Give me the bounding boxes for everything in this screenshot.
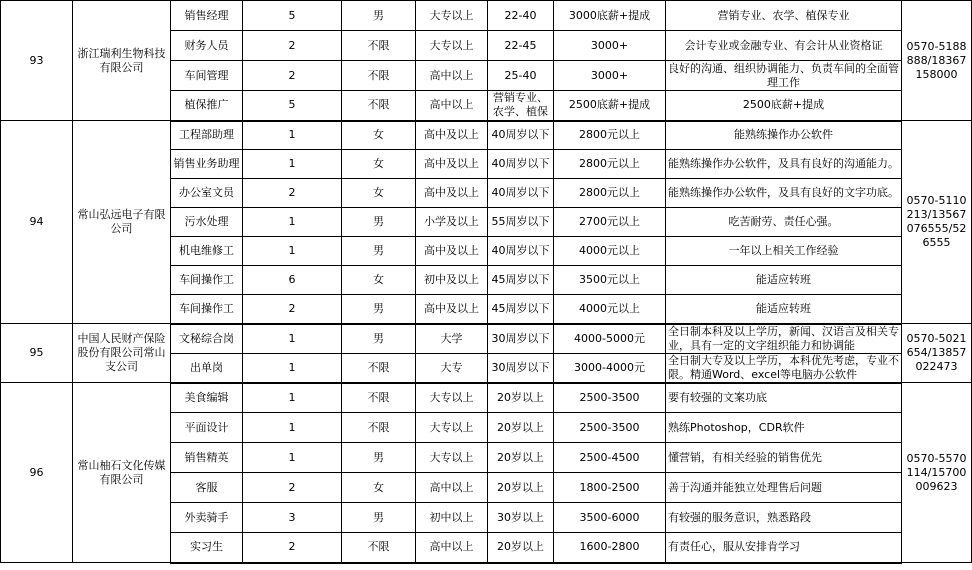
job-salary: 3000-4000元 — [554, 353, 666, 383]
job-age: 45周岁以下 — [488, 266, 554, 295]
job-age: 40周岁以下 — [488, 179, 554, 208]
job-count: 1 — [243, 208, 342, 237]
job-position: 办公室文员 — [171, 179, 243, 208]
job-requirement: 能熟练操作办公软件，及具有良好的沟通能力。 — [666, 150, 902, 179]
job-gender: 女 — [342, 121, 416, 150]
job-requirement: 全日制大专及以上学历，本科优先考虑，专业不限。精通Word、excel等电脑办公软件 — [666, 353, 902, 383]
job-count: 2 — [243, 31, 342, 61]
job-salary: 4000元以上 — [554, 295, 666, 324]
job-age: 30岁以上 — [488, 503, 554, 533]
job-requirement: 营销专业、农学、植保专业 — [666, 1, 902, 31]
job-age: 20岁以上 — [488, 443, 554, 473]
job-education: 高中及以上 — [416, 121, 488, 150]
job-requirement: 要有较强的文案功底 — [666, 383, 902, 413]
job-education: 初中及以上 — [416, 266, 488, 295]
job-count: 1 — [243, 353, 342, 383]
job-count: 1 — [243, 443, 342, 473]
job-education: 大专 — [416, 353, 488, 383]
job-count: 1 — [243, 413, 342, 443]
job-position: 实习生 — [171, 533, 243, 563]
job-age: 40周岁以下 — [488, 237, 554, 266]
job-education: 大专以上 — [416, 443, 488, 473]
job-age: 20岁以上 — [488, 473, 554, 503]
job-position: 外卖骑手 — [171, 503, 243, 533]
job-gender: 不限 — [342, 413, 416, 443]
job-age: 25-40 — [488, 61, 554, 91]
company-contact: 0570-5110213/13567076555/526555 — [902, 121, 972, 324]
job-salary: 2800元以上 — [554, 150, 666, 179]
company-name: 浙江瑞利生物科技有限公司 — [73, 1, 171, 121]
job-count: 1 — [243, 324, 342, 354]
job-education: 大专以上 — [416, 1, 488, 31]
job-position: 污水处理 — [171, 208, 243, 237]
job-requirement: 能适应转班 — [666, 295, 902, 324]
job-gender: 男 — [342, 295, 416, 324]
job-education: 初中以上 — [416, 503, 488, 533]
job-education: 高中及以上 — [416, 237, 488, 266]
table-body — [1, 1, 972, 563]
job-count: 2 — [243, 179, 342, 208]
job-salary: 2500-3500 — [554, 413, 666, 443]
job-gender: 男 — [342, 237, 416, 266]
table-row — [1, 1, 972, 31]
job-count: 6 — [243, 266, 342, 295]
job-gender: 女 — [342, 266, 416, 295]
company-number: 94 — [1, 121, 73, 324]
job-position: 车间操作工 — [171, 295, 243, 324]
job-count: 1 — [243, 121, 342, 150]
job-position: 销售精英 — [171, 443, 243, 473]
job-gender: 不限 — [342, 353, 416, 383]
job-position: 机电维修工 — [171, 237, 243, 266]
job-count: 1 — [243, 150, 342, 179]
job-salary: 1800-2500 — [554, 473, 666, 503]
job-salary: 2500-4500 — [554, 443, 666, 473]
job-gender: 男 — [342, 1, 416, 31]
job-requirement: 2500底薪+提成 — [666, 91, 902, 121]
job-requirement: 熟练Photoshop，CDR软件 — [666, 413, 902, 443]
job-salary: 2500底薪+提成 — [554, 91, 666, 121]
job-age: 40周岁以下 — [488, 150, 554, 179]
company-name: 常山弘远电子有限公司 — [73, 121, 171, 324]
job-education: 高中以上 — [416, 473, 488, 503]
job-education: 高中及以上 — [416, 179, 488, 208]
job-salary: 4000元以上 — [554, 237, 666, 266]
job-education: 高中及以上 — [416, 295, 488, 324]
job-salary: 2800元以上 — [554, 179, 666, 208]
job-position: 出单岗 — [171, 353, 243, 383]
company-name: 常山柚石文化传媒有限公司 — [73, 383, 171, 563]
job-requirement: 能熟练操作办公软件 — [666, 121, 902, 150]
job-position: 车间管理 — [171, 61, 243, 91]
job-education: 高中及以上 — [416, 150, 488, 179]
table-row — [1, 383, 972, 413]
job-gender: 不限 — [342, 61, 416, 91]
job-age: 55周岁以下 — [488, 208, 554, 237]
table-row — [1, 324, 972, 354]
job-position: 车间操作工 — [171, 266, 243, 295]
job-education: 大学 — [416, 324, 488, 354]
job-position: 财务人员 — [171, 31, 243, 61]
job-salary: 3500-6000 — [554, 503, 666, 533]
job-gender: 男 — [342, 443, 416, 473]
job-age: 40周岁以下 — [488, 121, 554, 150]
job-position: 美食编辑 — [171, 383, 243, 413]
job-count: 2 — [243, 473, 342, 503]
company-number: 96 — [1, 383, 73, 563]
job-requirement: 能适应转班 — [666, 266, 902, 295]
job-position: 销售经理 — [171, 1, 243, 31]
company-contact: 0570-5021654/13857022473 — [902, 324, 972, 383]
table-row — [1, 121, 972, 150]
job-gender: 男 — [342, 324, 416, 354]
job-position: 客服 — [171, 473, 243, 503]
job-gender: 男 — [342, 208, 416, 237]
job-education: 小学及以上 — [416, 208, 488, 237]
job-age: 22-40 — [488, 1, 554, 31]
job-position: 工程部助理 — [171, 121, 243, 150]
job-requirement: 懂营销，有相关经验的销售优先 — [666, 443, 902, 473]
job-requirement: 良好的沟通、组织协调能力、负责车间的全面管理工作 — [666, 61, 902, 91]
job-count: 2 — [243, 533, 342, 563]
job-salary: 2500-3500 — [554, 383, 666, 413]
job-salary: 3000+ — [554, 61, 666, 91]
company-contact: 0570-5570114/15700009623 — [902, 383, 972, 563]
job-position: 植保推广 — [171, 91, 243, 121]
job-gender: 不限 — [342, 31, 416, 61]
job-requirement: 善于沟通并能独立处理售后问题 — [666, 473, 902, 503]
job-count: 1 — [243, 383, 342, 413]
job-education: 高中以上 — [416, 61, 488, 91]
job-salary: 3000底薪+提成 — [554, 1, 666, 31]
job-requirement: 全日制本科及以上学历，新闻、汉语言及相关专业，具有一定的文字组织能力和协调能 — [666, 324, 902, 354]
job-education: 大专以上 — [416, 31, 488, 61]
job-age: 营销专业、农学、植保 — [488, 91, 554, 121]
job-count: 1 — [243, 237, 342, 266]
job-count: 5 — [243, 91, 342, 121]
job-age: 20岁以上 — [488, 533, 554, 563]
job-education: 高中以上 — [416, 533, 488, 563]
job-education: 大专以上 — [416, 383, 488, 413]
job-age: 45周岁以下 — [488, 295, 554, 324]
job-gender: 不限 — [342, 91, 416, 121]
job-gender: 女 — [342, 473, 416, 503]
job-gender: 不限 — [342, 383, 416, 413]
job-salary: 2700元以上 — [554, 208, 666, 237]
job-salary: 3000+ — [554, 31, 666, 61]
job-education: 高中以上 — [416, 91, 488, 121]
job-requirement: 一年以上相关工作经验 — [666, 237, 902, 266]
job-age: 30周岁以下 — [488, 324, 554, 354]
job-position: 平面设计 — [171, 413, 243, 443]
job-requirement: 有责任心，服从安排肯学习 — [666, 533, 902, 563]
company-number: 95 — [1, 324, 73, 383]
job-count: 2 — [243, 295, 342, 324]
job-age: 22-45 — [488, 31, 554, 61]
job-age: 20岁以上 — [488, 413, 554, 443]
job-age: 30周岁以下 — [488, 353, 554, 383]
job-requirement: 能熟练操作办公软件，及具有良好的文字功底。 — [666, 179, 902, 208]
job-salary: 2800元以上 — [554, 121, 666, 150]
job-gender: 女 — [342, 179, 416, 208]
job-requirement: 有较强的服务意识，熟悉路段 — [666, 503, 902, 533]
company-name: 中国人民财产保险股份有限公司常山支公司 — [73, 324, 171, 383]
job-gender: 女 — [342, 150, 416, 179]
job-education: 大专以上 — [416, 413, 488, 443]
job-gender: 不限 — [342, 533, 416, 563]
job-salary: 1600-2800 — [554, 533, 666, 563]
job-requirement: 会计专业或金融专业、有会计从业资格证 — [666, 31, 902, 61]
job-count: 2 — [243, 61, 342, 91]
job-position: 文秘综合岗 — [171, 324, 243, 354]
job-age: 20岁以上 — [488, 383, 554, 413]
company-number: 93 — [1, 1, 73, 121]
job-count: 3 — [243, 503, 342, 533]
job-gender: 男 — [342, 503, 416, 533]
job-salary: 3500元以上 — [554, 266, 666, 295]
job-count: 5 — [243, 1, 342, 31]
job-salary: 4000-5000元 — [554, 324, 666, 354]
job-position: 销售业务助理 — [171, 150, 243, 179]
job-requirement: 吃苦耐劳、责任心强。 — [666, 208, 902, 237]
company-contact: 0570-5188888/18367158000 — [902, 1, 972, 121]
